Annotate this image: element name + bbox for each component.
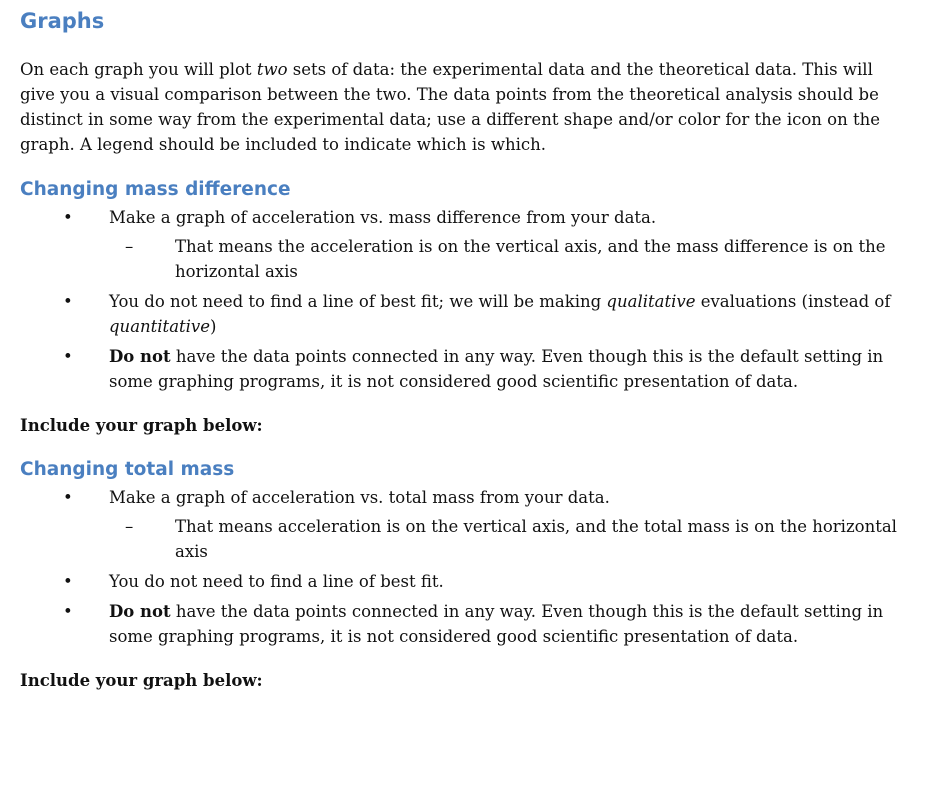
sub-bullet-text: That means acceleration is on the vertical axis, and the total mass is on the horizontal axis [175, 517, 897, 561]
list-item [20, 599, 920, 649]
intro-text-end: sets of data: the experimental data and the theoretical data. This will give you a visual comparison between the two. The data points from the theoretical analysis should be distinct in some way from the experimental data; use a different shape and/or color for the icon on the graph. A legend should be included to indicate which is which. [20, 60, 880, 154]
sub-list-item [109, 234, 920, 284]
bullet-text: have the data points connected in any way. Even though this is the default setting in some graphing programs, it is not considered good scientific presentation of data. [109, 347, 884, 391]
bold-do-not: Do not [109, 347, 171, 366]
section-heading-mass-difference: Changing mass difference [20, 179, 291, 200]
document-page [20, 0, 920, 693]
bullet-text-end: ) [210, 317, 217, 336]
total-mass-bullet-list [20, 485, 920, 649]
bold-do-not: Do not [109, 602, 171, 621]
list-item [20, 485, 920, 564]
bullet-icon: • [63, 292, 73, 311]
intro-text-start: On each graph you will plot [20, 60, 257, 79]
emphasis-quantitative: quantitative [109, 317, 211, 336]
include-graph-label: Include your graph below: [20, 671, 263, 690]
sub-list-item [109, 514, 920, 564]
bullet-icon: • [63, 488, 73, 507]
sub-bullet-text: That means the acceleration is on the vertical axis, and the mass difference is on the horizontal axis [175, 237, 886, 281]
emphasis-qualitative: qualitative [606, 292, 696, 311]
bullet-text-middle: evaluations (instead of [695, 292, 891, 311]
list-item [20, 344, 920, 394]
bullet-icon: • [63, 347, 73, 366]
include-graph-label: Include your graph below: [20, 416, 263, 435]
mass-difference-bullet-list [20, 205, 920, 394]
bullet-text: Make a graph of acceleration vs. total mass from your data. [109, 488, 610, 507]
list-item [20, 289, 920, 339]
intro-emphasis: two [256, 60, 288, 79]
bullet-text-start: You do not need to find a line of best fit; we will be making [109, 292, 607, 311]
bullet-icon: • [63, 572, 73, 591]
bullet-text: have the data points connected in any way. Even though this is the default setting in some graphing programs, it is not considered good scientific presentation of data. [109, 602, 884, 646]
graphs-heading: Graphs [20, 9, 105, 33]
bullet-icon: • [63, 602, 73, 621]
dash-icon: – [125, 237, 134, 256]
bullet-text: Make a graph of acceleration vs. mass difference from your data. [109, 208, 657, 227]
section-heading-total-mass: Changing total mass [20, 459, 235, 480]
list-item [20, 569, 920, 594]
graphs-intro-paragraph [20, 57, 890, 157]
sub-list [109, 514, 920, 564]
bullet-icon: • [63, 208, 73, 227]
bullet-text: You do not need to find a line of best fit. [109, 572, 444, 591]
list-item [20, 205, 920, 284]
dash-icon: – [125, 517, 134, 536]
sub-list [109, 234, 920, 284]
